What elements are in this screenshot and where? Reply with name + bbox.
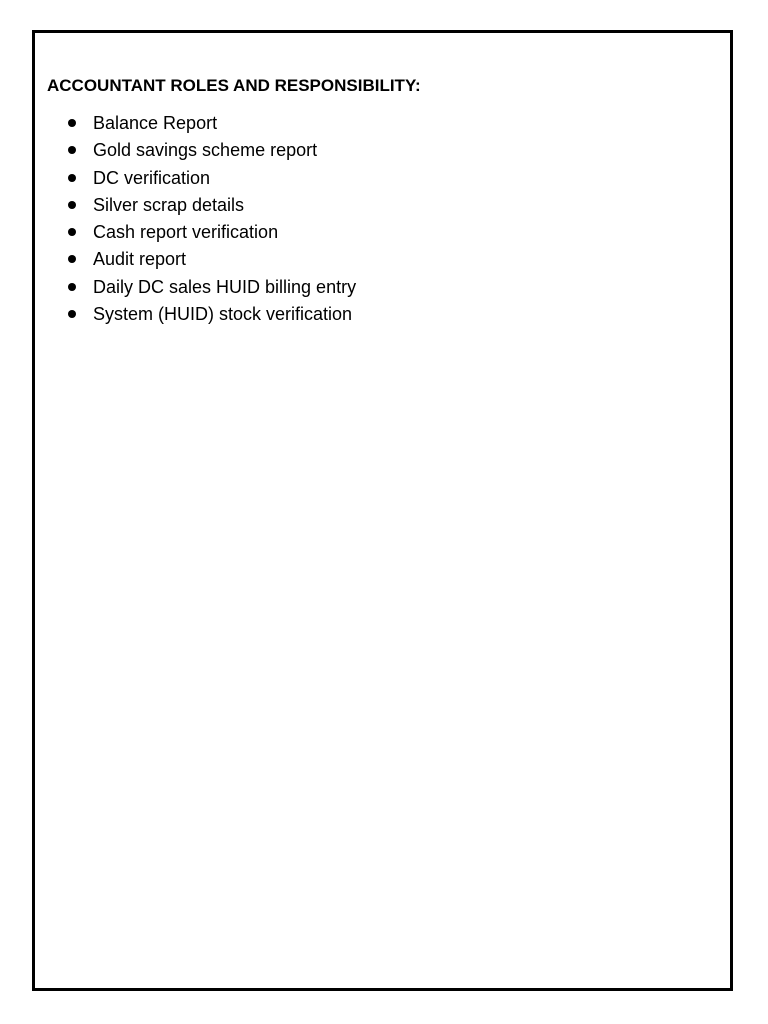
list-item — [62, 275, 356, 302]
responsibility-list — [62, 111, 356, 329]
list-item — [62, 193, 356, 220]
bullet-icon — [68, 228, 76, 236]
list-item — [62, 220, 356, 247]
list-item-text: DC verification — [93, 167, 211, 188]
list-item-text: Audit report — [93, 249, 187, 270]
list-item — [62, 138, 356, 165]
bullet-icon — [68, 146, 76, 154]
bullet-icon — [68, 283, 76, 291]
document-heading: ACCOUNTANT ROLES AND RESPONSIBILITY: — [47, 76, 421, 95]
list-item-text: Balance Report — [93, 113, 218, 133]
bullet-icon — [68, 119, 76, 127]
bullet-icon — [68, 174, 76, 182]
list-item-text: Gold savings scheme report — [93, 140, 318, 161]
list-item-text: Daily DC sales HUID billing entry — [93, 276, 357, 297]
bullet-icon — [68, 255, 76, 263]
list-item — [62, 111, 356, 138]
list-item-text: System (HUID) stock verification — [93, 304, 353, 325]
list-item-text: Silver scrap details — [93, 194, 245, 215]
bullet-icon — [68, 310, 76, 318]
bullet-icon — [68, 201, 76, 209]
list-item — [62, 166, 356, 193]
list-item — [62, 247, 356, 274]
list-item — [62, 302, 356, 329]
list-item-text: Cash report verification — [93, 222, 279, 243]
